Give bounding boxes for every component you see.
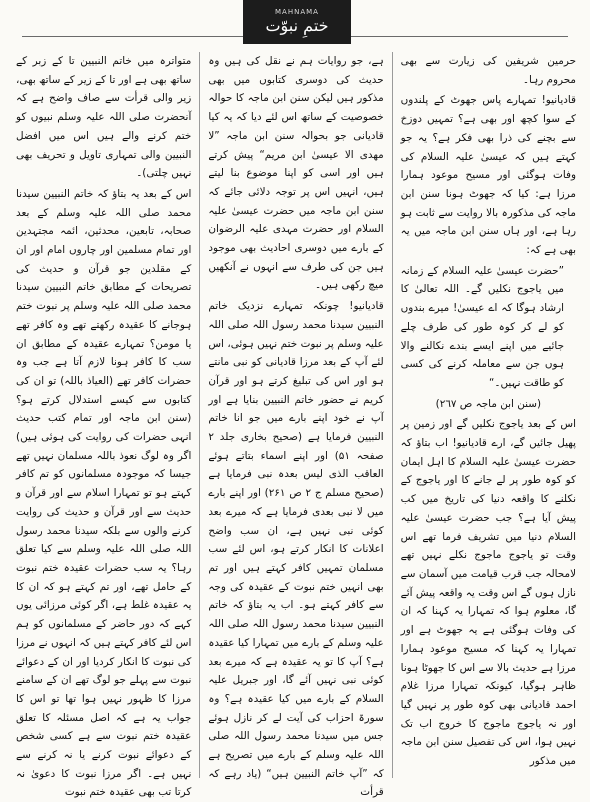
article-columns: [16, 52, 576, 799]
citation: (سنن ابن ماجہ ص ٢٦٧): [435, 397, 541, 410]
column-left: [16, 52, 192, 799]
column-middle: [208, 52, 384, 799]
paragraph: قادیانیو! تمہارے پاس جھوٹ کے پلندوں کے سوا کچھ اور بھی ہے؟ تمہیں دوزخ سے بچنے کی ذرا بھی فکر ہے؟ یہ جو کہتے ہیں کہ عیسیٰ علیہ السلام کی وفات ہوگئی اور مسیح موعود ہمارا مرزا ہے: کیا کہ جھوٹ ہونا سنن ابن ماجہ کی مذکورہ بالا روایت سے ثابت ہو رہا ہے، اور ہاں سنن ابن ماجہ میں یہ بھی ہے کہ:: [400, 94, 576, 257]
hadith-quote: ”حضرت عیسیٰ علیہ السلام کے زمانہ میں یاجوج نکلیں گے۔ اللہ تعالیٰ کا ارشاد ہوگا کہ اے عیسیٰ! میرے بندوں کو لے کر کوہ طور کی طرف چلے جائیے میں اپنے ایسے بندے نکالنے والا ہوں جن سے معاملہ کرنے کی کسی کو طاقت نہیں۔“: [400, 264, 564, 389]
masthead-logo: [243, 0, 351, 44]
paragraph: قادیانیو! چونکہ تمہارے نزدیک خاتم النبیین سیدنا محمد رسول اللہ صلی اللہ علیہ وسلم پر نبوت ختم نہیں ہوئی، اس لئے آپ کے بعد مرزا قادیانی کو نبی مانتے ہو اور اس کی تبلیغ کرتے ہو اور قرآن کریم نے حضور خاتم النبیین بنایا ہے اور آپ نے خود اپنے بارے میں جو انا خاتم النبیین فرمایا ہے (صحیح بخاری جلد ۲ صفحہ ۵۱) اور اپنے اسماء بتاتے ہوئے العاقب الذی لیس بعدہ نبی فرمایا ہے (صحیح مسلم ج ۲ ص ۲۶۱) اور اپنے بارے میں لا نبی بعدی فرمایا ہے کہ میرے بعد کوئی نبی نہیں ہے، ان سب واضح اعلانات کا انکار کرتے ہو، اس لئے سب مسلمان تمہیں کافر کہتے ہیں اور تم بھی انہیں ختم نبوت کے عقیدہ کی وجہ سے کافر کہتے ہو۔ اب یہ بتاؤ کہ خاتم النبیین سیدنا محمد رسول اللہ صلی اللہ علیہ وسلم کے بارے میں تمہارا کیا عقیدہ ہے؟ آپ کا تو یہ عقیدہ ہے کہ میرے بعد کوئی نبی نہیں آئے گا، اور جبریل علیہ السلام کے بارے میں کیا عقیدہ ہے؟ وہ سورۃ احزاب کی آیت لے کر نازل ہوئے جس میں سیدنا محمد رسول اللہ صلی اللہ علیہ وسلم کے بارے میں تصریح ہے کہ ”آپ خاتم النبیین ہیں“ (یاد رہے کہ قرأت: [208, 300, 384, 799]
paragraph: حرمین شریفین کی زیارت سے بھی محروم رہا۔: [400, 55, 576, 86]
column-right: [401, 52, 576, 778]
paragraph: اس کے بعد یاجوج نکلیں گے اور زمین پر پھیل جائیں گے، ارے قادیانیو! اب بتاؤ کہ حضرت عیسیٰ علیہ السلام کا اہل ایمان کو کوہ طور پر لے جانے کا اور یاجوج کے نکلنے کا واقعہ دنیا کی تاریخ میں کب پیش آیا ہے؟ جب حضرت عیسیٰ علیہ السلام دنیا میں تشریف فرما تھے اس وقت تو یاجوج ماجوج نکلے نہیں تھے لامحالہ جب قرب قیامت میں آسمان سے نازل ہوں گے اس وقت یہ واقعہ پیش آئے گا، معلوم ہوا کہ تمہارا یہ کہنا کہ ان کی وفات ہوگئی ہے یہ جھوٹ ہے اور تمہارا یہ کہنا کہ مسیح موعود ہمارا مرزا ہے حدیث بالا سے اس کا جھوٹا ہونا ظاہر ہوگیا، کیونکہ تمہارا مرزا غلام احمد قادیانی بھی کوہ طور پر نہیں گیا اور نہ یاجوج ماجوج کا خروج اب تک نہیں ہوا، اس کی تفصیل سنن ابن ماجہ میں مذکور: [400, 418, 576, 768]
column-divider: [392, 52, 393, 778]
paragraph: اس کے بعد یہ بتاؤ کہ خاتم النبیین سیدنا محمد صلی اللہ علیہ وسلم کے بعد صحابہ، تابعین، محدثین، ائمہ مجتہدین اور تمام مسلمین اور چاروں امام اور ان کے مقلدین جو قرآن و حدیث کی تصریحات کے مطابق خاتم النبیین سیدنا محمد صلی اللہ علیہ وسلم پر نبوت ختم ہوجانے کا عقیدہ رکھتے تھے وہ کافر تھے یا مومن؟ تمہارے عقیدہ کے مطابق ان سب کا کافر ہونا لازم آتا ہے جب وہ حضرات کافر تھے (العیاذ باللہ) تو ان کی کتابوں سے کیسے استدلال کرتے ہو؟ (سنن ابن ماجہ اور تمام کتب حدیث انہی حضرات کی روایت کی ہوئی ہیں) اگر وہ لوگ نعوذ باللہ مسلمان نہیں تھے جیسا کہ موجودہ مسلمانوں کو تم کافر کہتے ہو تو تمہارا اسلام سے اور قرآن و حدیث سے اور قرآن و حدیث کی روایت کرنے والوں سے بلکہ سیدنا محمد رسول اللہ صلی اللہ علیہ وسلم سے کیا تعلق رہا؟ یہ سب حضرات عقیدہ ختم نبوت کے حامل تھے، اور تم کہتے ہو کہ ان کا یہ عقیدہ غلط ہے، اگر کوئی مرزائی یوں کہے کہ دور حاضر کے مسلمانوں کو ہم اس لئے کافر کہتے ہیں کہ انہوں نے مرزا کی نبوت کا انکار کردیا اور ان کے دعوائے نبوت سے پہلے جو لوگ تھے ان کے سامنے مرزا کا ظہور نہیں ہوا تھا تو اس کا جواب یہ ہے کہ اصل مسئلہ کا تعلق عقیدہ ختم نبوت سے ہے کسی شخص کے دعوائے نبوت کرنے یا نہ کرنے سے نہیں ہے۔ اگر مرزا نبوت کا دعویٰ نہ کرتا تب بھی عقیدہ ختم نبوت: [16, 187, 192, 799]
page-header: [0, 0, 590, 50]
masthead-title: ختمِ نبوّت: [265, 16, 329, 35]
paragraph: متواترہ میں خاتم النبیین تا کے زبر کے ساتھ بھی ہے اور تا کے زیر کے ساتھ بھی، زیر والی قرأت سے صاف واضح ہے کہ آنحضرت صلی اللہ علیہ وسلم نبیوں کو ختم کرنے والے ہیں اس میں افضل النبیین والی تمہاری تاویل و تحریف بھی نہیں چلتی)۔: [16, 55, 192, 180]
masthead-subtitle: MAHNAMA: [275, 8, 319, 16]
paragraph: ہے، جو روایات ہم نے نقل کی ہیں وہ حدیث کی دوسری کتابوں میں بھی مذکور ہیں لیکن سنن ابن ماجہ کا حوالہ خصوصیت کے ساتھ اس لئے دیا کہ یہ کیا قادیانی جو بحوالہ سنن ابن ماجہ ”لا مھدی الا عیسیٰ ابن مریم“ پیش کرتے ہیں اور اسی کو اپنا موضوع بنا لیتے ہیں، انہیں اس پر توجہ دلائی جائے کہ سنن ابن ماجہ میں حضرت عیسیٰ علیہ السلام اور حضرت مہدی علیہ الرضوان کے بارے میں دوسری احادیث بھی موجود ہیں جن کی طرف سے انہوں نے آنکھیں میچ رکھی ہیں۔: [208, 55, 384, 292]
column-divider: [199, 52, 200, 778]
